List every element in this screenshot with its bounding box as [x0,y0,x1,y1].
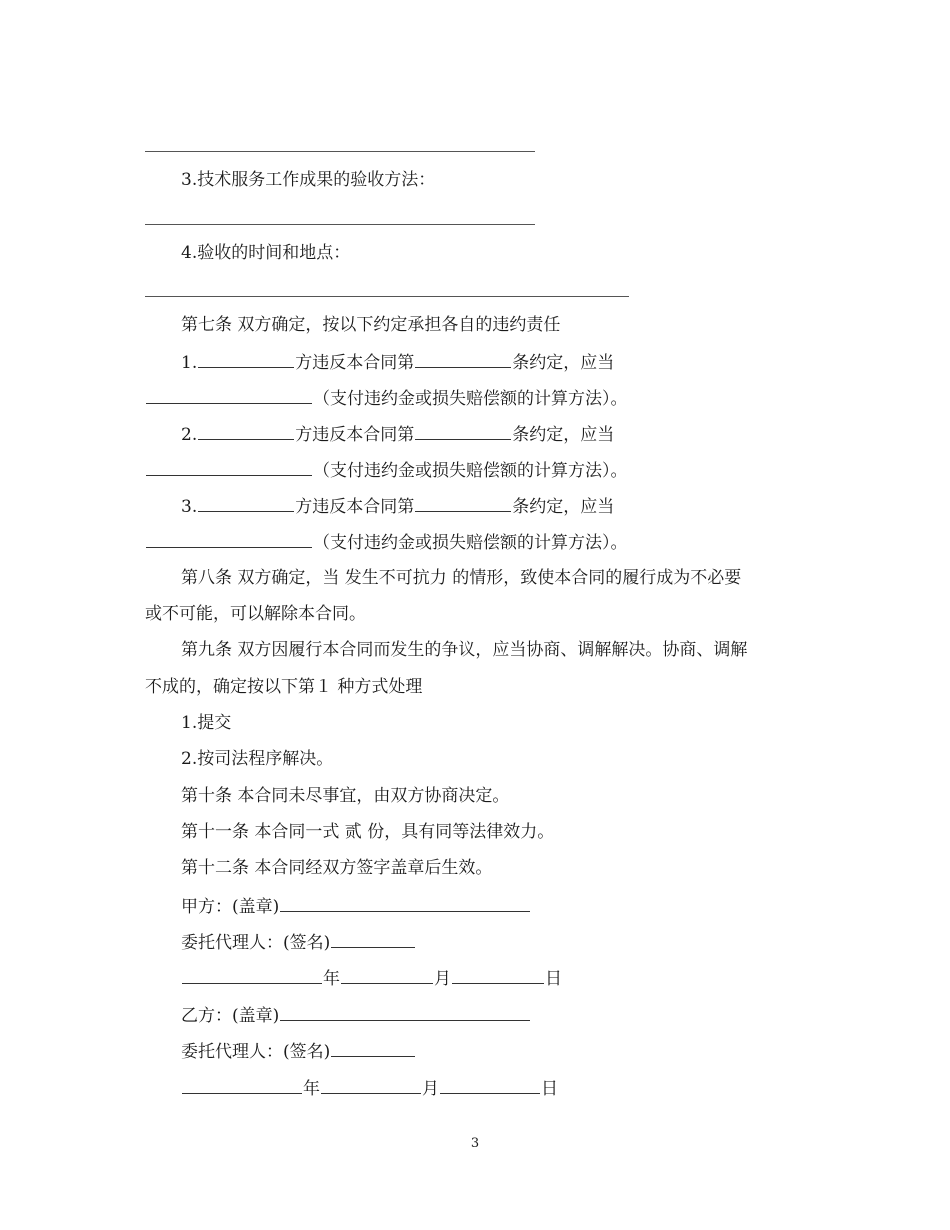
article-9-line-2: 不成的，确定按以下第１ 种方式处理 [145,677,423,697]
article-9-option-2: 2.按司法程序解决。 [181,749,334,769]
date-blank [182,1077,302,1094]
article-9-option-1: 1.提交 [181,713,232,733]
party-a-seal-label: 甲方：(盖章) [181,897,280,917]
article-8-line-2: 或不可能，可以解除本合同。 [145,604,366,624]
blank-field [415,423,511,440]
clause-text: 方违反本合同第 [295,497,415,517]
fill-line [145,224,535,225]
party-a-date [181,967,562,987]
month-label: 月 [422,1079,439,1099]
party-b-seal [181,1004,531,1024]
signature-blank [280,895,530,912]
fill-line [145,296,629,297]
clause-text: （支付违约金或损失赔偿额的计算方法）。 [313,533,628,553]
blank-field [415,495,511,512]
clause-text: 条约定，应当 [512,425,615,445]
blank-field [198,423,294,440]
day-label: 日 [541,1079,558,1099]
party-b-agent-label: 委托代理人：(签名) [181,1042,331,1062]
fill-line [145,151,535,152]
signature-blank [280,1004,530,1021]
year-label: 年 [303,1079,320,1099]
article-10: 第十条 本合同未尽事宜，由双方协商决定。 [181,786,510,806]
article-12: 第十二条 本合同经双方签字盖章后生效。 [181,858,493,878]
date-blank [440,1077,540,1094]
article-7-clause-3 [181,495,614,515]
page-number: 3 [470,1136,480,1151]
date-blank [182,967,322,984]
clause-text: 方违反本合同第 [295,353,415,373]
date-blank [452,967,544,984]
clause-text: （支付违约金或损失赔偿额的计算方法）。 [313,461,628,481]
party-b-date [181,1077,558,1097]
party-b-agent [181,1040,416,1060]
date-blank [321,1077,421,1094]
item-4-acceptance-time-place: 4.验收的时间和地点： [181,243,351,263]
clause-text: 条约定，应当 [512,497,615,517]
item-3-acceptance-method: 3.技术服务工作成果的验收方法： [181,170,436,190]
day-label: 日 [545,969,562,989]
article-7-title: 第七条 双方确定，按以下约定承担各自的违约责任 [181,315,561,335]
clause-number: 1. [181,353,198,373]
signature-blank [331,931,415,948]
blank-field [198,495,294,512]
party-b-seal-label: 乙方：(盖章) [181,1006,280,1026]
party-a-agent-label: 委托代理人：(签名) [181,933,331,953]
article-7-clause-2 [181,423,614,443]
article-11: 第十一条 本合同一式 贰 份，具有同等法律效力。 [181,822,555,842]
clause-number: 2. [181,425,198,445]
blank-field [146,459,312,476]
party-a-agent [181,931,416,951]
clause-text: （支付违约金或损失赔偿额的计算方法）。 [313,389,628,409]
blank-field [146,531,312,548]
article-9-line-1: 第九条 双方因履行本合同而发生的争议，应当协商、调解解决。协商、调解 [181,640,748,660]
party-a-seal [181,895,531,915]
signature-blank [331,1040,415,1057]
clause-number: 3. [181,497,198,517]
blank-field [146,387,312,404]
article-7-clause-1-tail [145,387,628,407]
blank-field [415,351,511,368]
month-label: 月 [434,969,451,989]
clause-text: 条约定，应当 [512,353,615,373]
article-7-clause-2-tail [145,459,628,479]
year-label: 年 [323,969,340,989]
date-blank [341,967,433,984]
clause-text: 方违反本合同第 [295,425,415,445]
blank-field [198,351,294,368]
article-8-line-1: 第八条 双方确定，当 发生不可抗力 的情形，致使本合同的履行成为不必要 [181,568,742,588]
article-7-clause-3-tail [145,531,628,551]
article-7-clause-1 [181,351,614,371]
